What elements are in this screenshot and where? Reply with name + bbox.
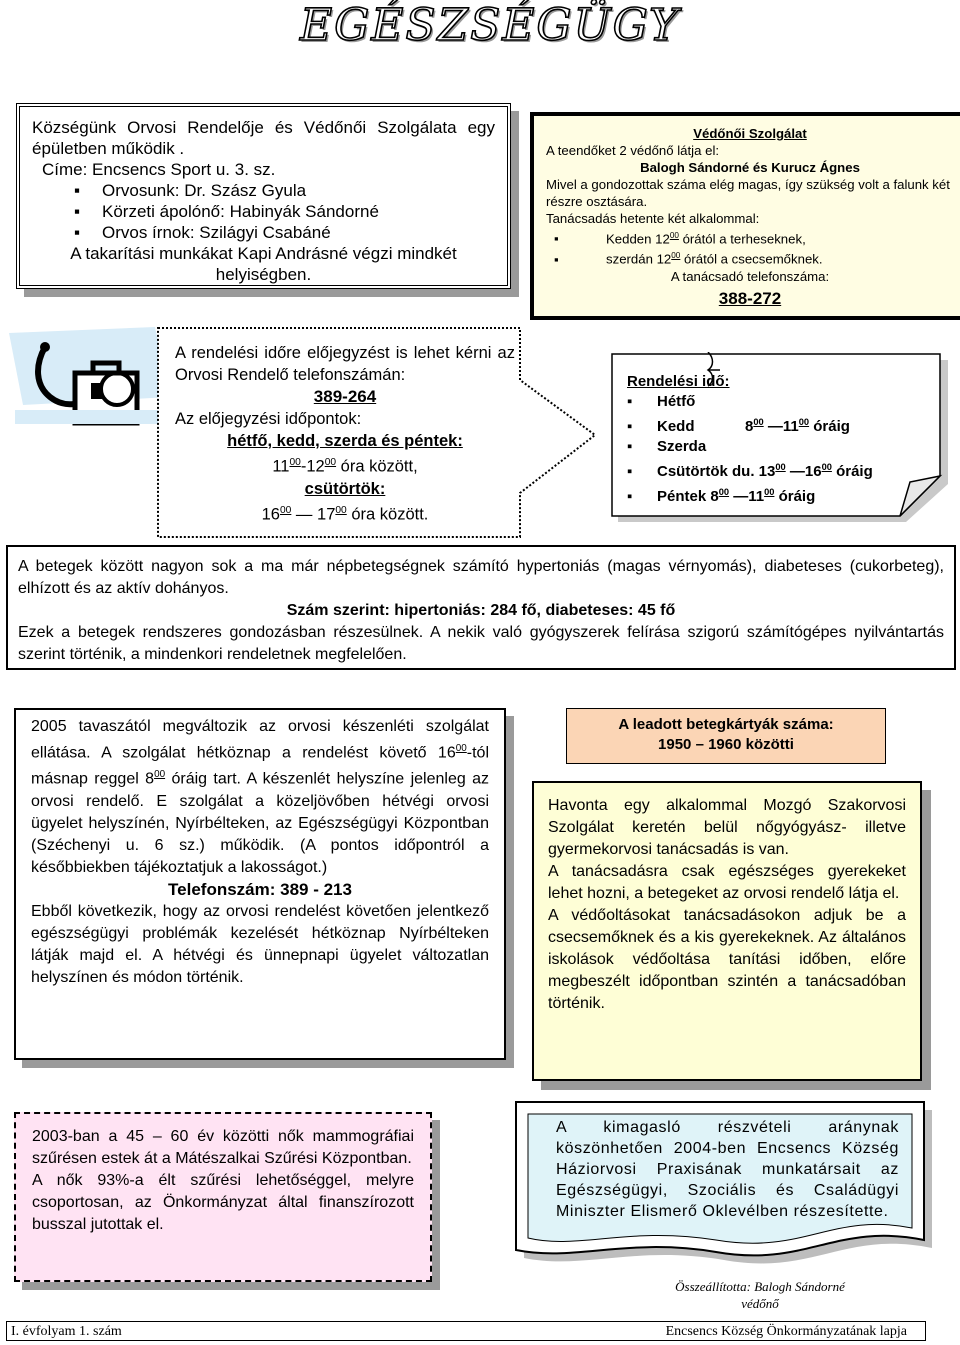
- list-item: ▪ Péntek $8^{00}$ $—11^{00}$ óráig: [627, 482, 927, 507]
- screening-paragraph: 2003-ban a 45 – 60 év közötti nők mammográfiai szűrésen estek át a Mátészalkai Szűrési Központban.: [32, 1128, 414, 1167]
- appointment-time-2: $16^{00}$ — $17^{00}$ óra között.: [261, 504, 429, 523]
- issue-label: I. évfolyam 1. szám: [11, 1324, 122, 1339]
- publication-name: Encsencs Község Önkormányzatának lapja: [665, 1324, 907, 1339]
- nurse-line: Mivel a gondozottak száma elég magas, így szükség volt a falunk két részre osztására.: [546, 177, 950, 209]
- oncall-box: [14, 708, 506, 1060]
- list-item: ▪ Hétfő: [627, 392, 927, 412]
- appointment-time-1: $11^{00}-12^{00}$ óra között,: [272, 457, 418, 476]
- screening-paragraph: A nők 93%-a élt szűrési lehetőséggel, melyre csoportosan, az Önkormányzat által finanszírozott busszal jutottak el.: [32, 1172, 414, 1233]
- office-hours-list: [627, 392, 927, 507]
- office-hours-heading: Rendelési idő:: [627, 373, 730, 390]
- medical-bag-icon: [5, 325, 175, 445]
- nurse-service-box: [530, 112, 960, 320]
- patients-counts: Szám szerint: hipertoniás: 284 fő, diabeteses: 45 fő: [286, 602, 676, 619]
- oncall-phone: Telefonszám: 389 - 213: [168, 879, 352, 899]
- list-item: ▪ szerdán $12^{00}$ órától a csecsemőknek.: [606, 247, 954, 267]
- author-name: Összeállította: Balogh Sándorné: [675, 1279, 845, 1294]
- list-item: ▪ Kedden $12^{00}$ órától a terheseknek,: [606, 227, 954, 247]
- staff-list: [32, 180, 495, 243]
- nurse-names: Balogh Sándorné és Kurucz Ágnes: [640, 160, 860, 175]
- appointment-text: [175, 342, 515, 525]
- list-item: ▪ Csütörtök du. $13^{00}$ $—16^{00}$ óráig: [627, 457, 927, 482]
- oncall-paragraph: 2005 tavaszától megváltozik az orvosi készenléti szolgálat ellátása. A szolgálat hétköznap a rendelést követő $16^{00}$-tól másnap reggel $8^{00}$ óráig tart. A készenlét helyszíne jelenleg az orvosi rendelő. E szolgálat a közeljövőben hétvégi orvosi ügyelet helyszínén, Nyírbélteken, az Egészségügyi Központban (Széchenyi u. 6 sz.) működik. (A pontos időpontról a későbbiekben tájékoztatjuk a lakosságot.): [31, 718, 490, 876]
- patient-cards-value: 1950 – 1960 közötti: [658, 736, 794, 753]
- office-intro: Községünk Orvosi Rendelője és Védőnői Szolgálata egy épületben működik .: [32, 118, 495, 158]
- patients-paragraph: Ezek a betegek rendszeres gondozásban részesülnek. A nekik való gyógyszerek felírása szigorú számítógépes nyilvántartás szerint történik, a mindenkori rendeletnek megfelelően.: [18, 624, 944, 663]
- appointment-thursday: csütörtök:: [304, 479, 386, 498]
- specialist-paragraph: Havonta egy alkalommal Mozgó Szakorvosi Szolgálat keretén belül nőgyógyász- illetve gyermekorvosi tanácsadás is van.: [548, 797, 906, 858]
- patients-paragraph: A betegek között nagyon sok a ma már népbetegségnek számító hypertoniás (magas vérnyomás), diabeteses (cukorbeteg), elhízott és az aktív dohányos.: [18, 558, 944, 597]
- patients-box: [6, 545, 956, 670]
- specialist-box: [532, 781, 922, 1081]
- nurse-line: Tanácsadás hetente két alkalommal:: [546, 211, 760, 226]
- nurse-phone: 388-272: [718, 288, 782, 308]
- patient-cards-label: A leadott betegkártyák száma:: [618, 716, 834, 733]
- office-info-box: [16, 103, 511, 289]
- nurse-line: A teendőket 2 védőnő látja el:: [546, 143, 720, 158]
- appointment-phone: 389-264: [313, 387, 377, 406]
- patient-cards-box: [566, 708, 886, 764]
- author-role: védőnő: [741, 1296, 779, 1311]
- appointment-days: hétfő, kedd, szerda és péntek:: [227, 432, 463, 450]
- list-item: ▪ Orvosunk: Dr. Szász Gyula: [102, 180, 495, 201]
- phone-label: A tanácsadó telefonszáma:: [670, 268, 830, 284]
- award-text: A kimagasló részvételi aránynak köszönhetően 2004-ben Encsencs Község Háziorvosi Praxisának munkatársait az Egészségügyi, Szociális és Családügyi Miniszter Elismerő Oklevélben részesítette.: [556, 1119, 899, 1220]
- page-title: EGÉSZSÉGÜGY: [300, 0, 681, 51]
- list-item: ▪ Szerda: [627, 437, 927, 457]
- list-item: ▪ Orvos írnok: Szilágyi Csabáné: [102, 222, 495, 243]
- list-item: ▪ Kedd $8^{00}$ $—11^{00}$ óráig: [627, 412, 927, 437]
- nurse-heading: Védőnői Szolgálat: [693, 126, 807, 141]
- list-item: ▪ Körzeti ápolónő: Habinyák Sándorné: [102, 201, 495, 222]
- specialist-paragraph: A tanácsadásra csak egészséges gyerekeket lehet hozni, a betegeket az orvosi rendelő látja el.: [548, 863, 906, 902]
- office-hours-text: [627, 372, 927, 507]
- cleaning-note: A takarítási munkákat Kapi Andrásné végzi mindkét helyiségben.: [70, 244, 457, 284]
- page-footer: [6, 1321, 926, 1341]
- author-credit: [640, 1278, 880, 1312]
- oncall-paragraph: Ebből következik, hogy az orvosi rendelést követően jelentkező egészségügyi problémák kezelését hétköznap Nyírbélteken látják majd el. A hétvégi és ünnepnapi ügyelet változatlan helyszínen és módon történik.: [31, 902, 489, 986]
- consultation-list: [546, 227, 954, 268]
- appointment-intro: A rendelési időre előjegyzést is lehet kérni az Orvosi Rendelő telefonszámán:: [175, 344, 515, 384]
- appointment-label: Az előjegyzési időpontok:: [175, 410, 362, 428]
- specialist-paragraph: A védőoltásokat tanácsadásokon adjuk be a csecsemőknek és a kis gyerekeknek. Az általános iskolások védőoltása tanítási időben, előre megbeszélt időpontban szintén a tanácsadóban történik.: [548, 907, 906, 1012]
- screening-box: [14, 1112, 432, 1282]
- office-address: Címe: Encsencs Sport u. 3. sz.: [42, 160, 276, 179]
